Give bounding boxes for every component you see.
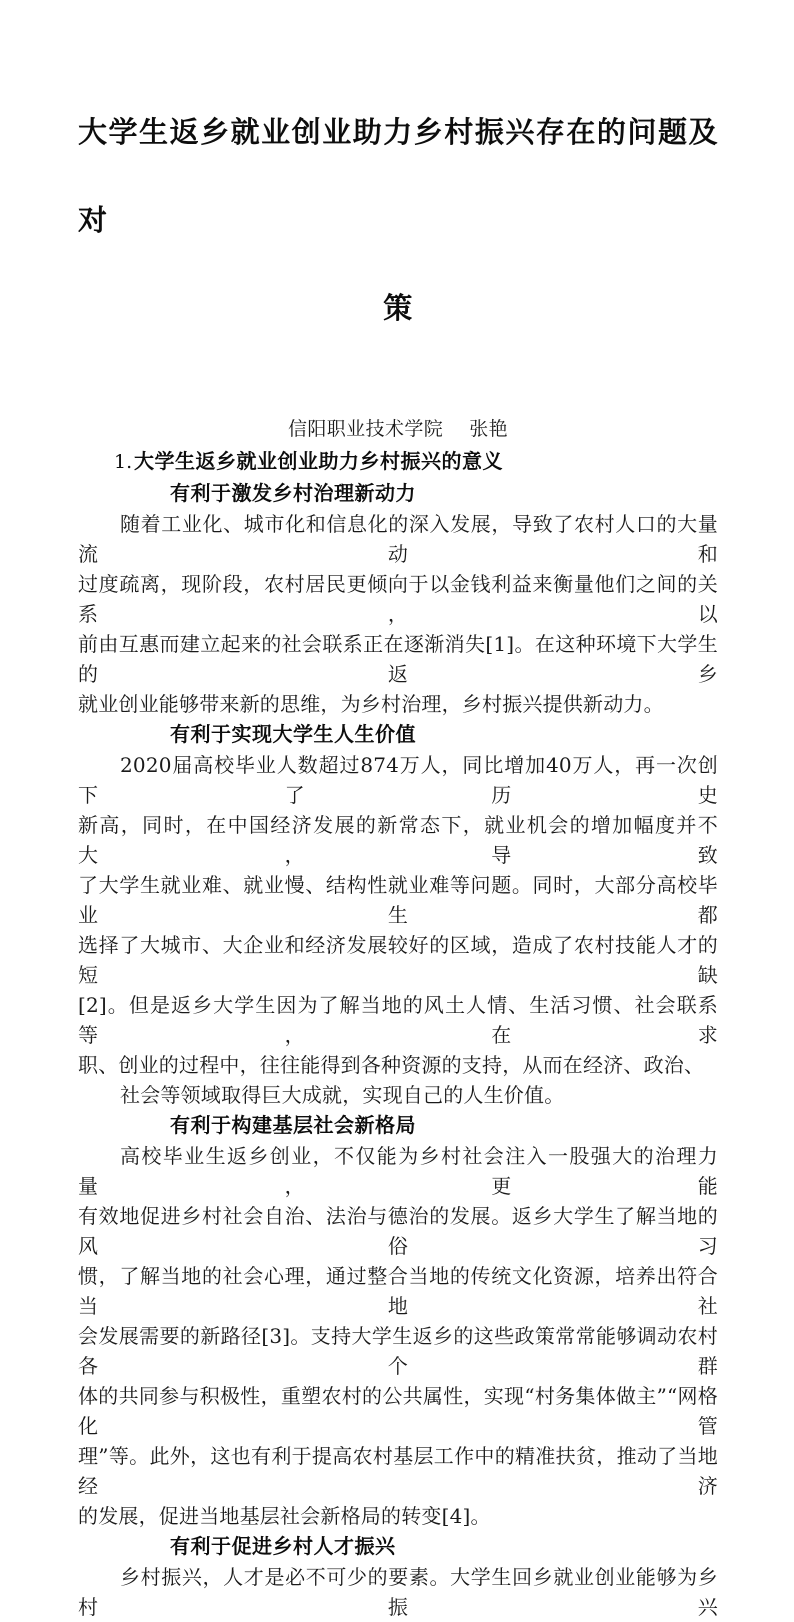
author-byline [78,352,718,444]
paragraph-line: 高校毕业生返乡创业，不仅能为乡村社会注入一股强大的治理力量，更能 [78,1144,718,1198]
affiliation: 信阳职业技术学院 [287,418,444,440]
subsection-heading-4: 有利于促进乡村人才振兴 [170,1534,396,1558]
paragraph-line: 了大学生就业难、就业慢、结构性就业难等问题。同时，大部分高校毕业生都 [78,873,718,927]
paragraph-line: 新高，同时，在中国经济发展的新常态下，就业机会的增加幅度并不大，导致 [78,813,718,867]
page-title [78,0,718,352]
author-name: 张艳 [469,418,508,440]
paragraph-line: 乡村振兴，人才是必不可少的要素。大学生回乡就业创业能够为乡村振兴 [78,1565,718,1619]
paragraph-line: 会发展需要的新路径[3]。支持大学生返乡的这些政策常常能够调动农村各个群 [78,1324,718,1378]
subsection-paragraph-1 [78,509,718,719]
subsection-paragraph-4 [78,1562,718,1622]
paragraph-line: 有效地促进乡村社会自治、法治与德治的发展。返乡大学生了解当地的风俗习 [78,1204,718,1258]
paragraph-line: 选择了大城市、大企业和经济发展较好的区域，造成了农村技能人才的短缺 [78,933,718,987]
paragraph-line: 的发展，促进当地基层社会新格局的转变[4]。 [78,1504,491,1528]
subsection-heading-1: 有利于激发乡村治理新动力 [170,481,416,505]
paragraph-line: 就业创业能够带来新的思维，为乡村治理，乡村振兴提供新动力。 [78,692,664,716]
section-heading-1 [78,444,718,478]
paragraph-line: [2]。但是返乡大学生因为了解当地的风土人情、生活习惯、社会联系等，在求 [78,993,718,1047]
title-line-1: 大学生返乡就业创业助力乡村振兴存在的问题及对 [78,115,718,237]
paragraph-line: 理”等。此外，这也有利于提高农村基层工作中的精准扶贫，推动了当地经济 [78,1444,718,1498]
subsection-heading-2: 有利于实现大学生人生价值 [170,722,416,746]
subsection-paragraph-3 [78,1141,718,1531]
paragraph-line: 惯，了解当地的社会心理，通过整合当地的传统文化资源，培养出符合当地社 [78,1264,718,1318]
section-title: 大学生返乡就业创业助力乡村振兴的意义 [134,449,503,473]
subsection-paragraph-2 [78,750,718,1110]
paragraph-line: 职、创业的过程中，往往能得到各种资源的支持，从而在经济、政治、 [78,1053,705,1077]
paragraph-line: 前由互惠而建立起来的社会联系正在逐渐消失[1]。在这种环境下大学生的返乡 [78,632,718,686]
paragraph-line: 2020届高校毕业人数超过874万人，同比增加40万人，再一次创下了历史 [78,753,718,807]
title-line-2: 策 [383,291,413,325]
section-number: 1. [114,451,133,473]
paragraph-line: 随着工业化、城市化和信息化的深入发展，导致了农村人口的大量流动和 [78,512,718,566]
subsection-heading-3: 有利于构建基层社会新格局 [170,1113,416,1137]
paragraph-line: 体的共同参与积极性，重塑农村的公共属性，实现“村务集体做主”“网格化管 [78,1384,718,1438]
paragraph-line: 过度疏离，现阶段，农村居民更倾向于以金钱利益来衡量他们之间的关系，以 [78,572,718,626]
paragraph-line: 社会等领域取得巨大成就，实现自己的人生价值。 [120,1083,565,1107]
